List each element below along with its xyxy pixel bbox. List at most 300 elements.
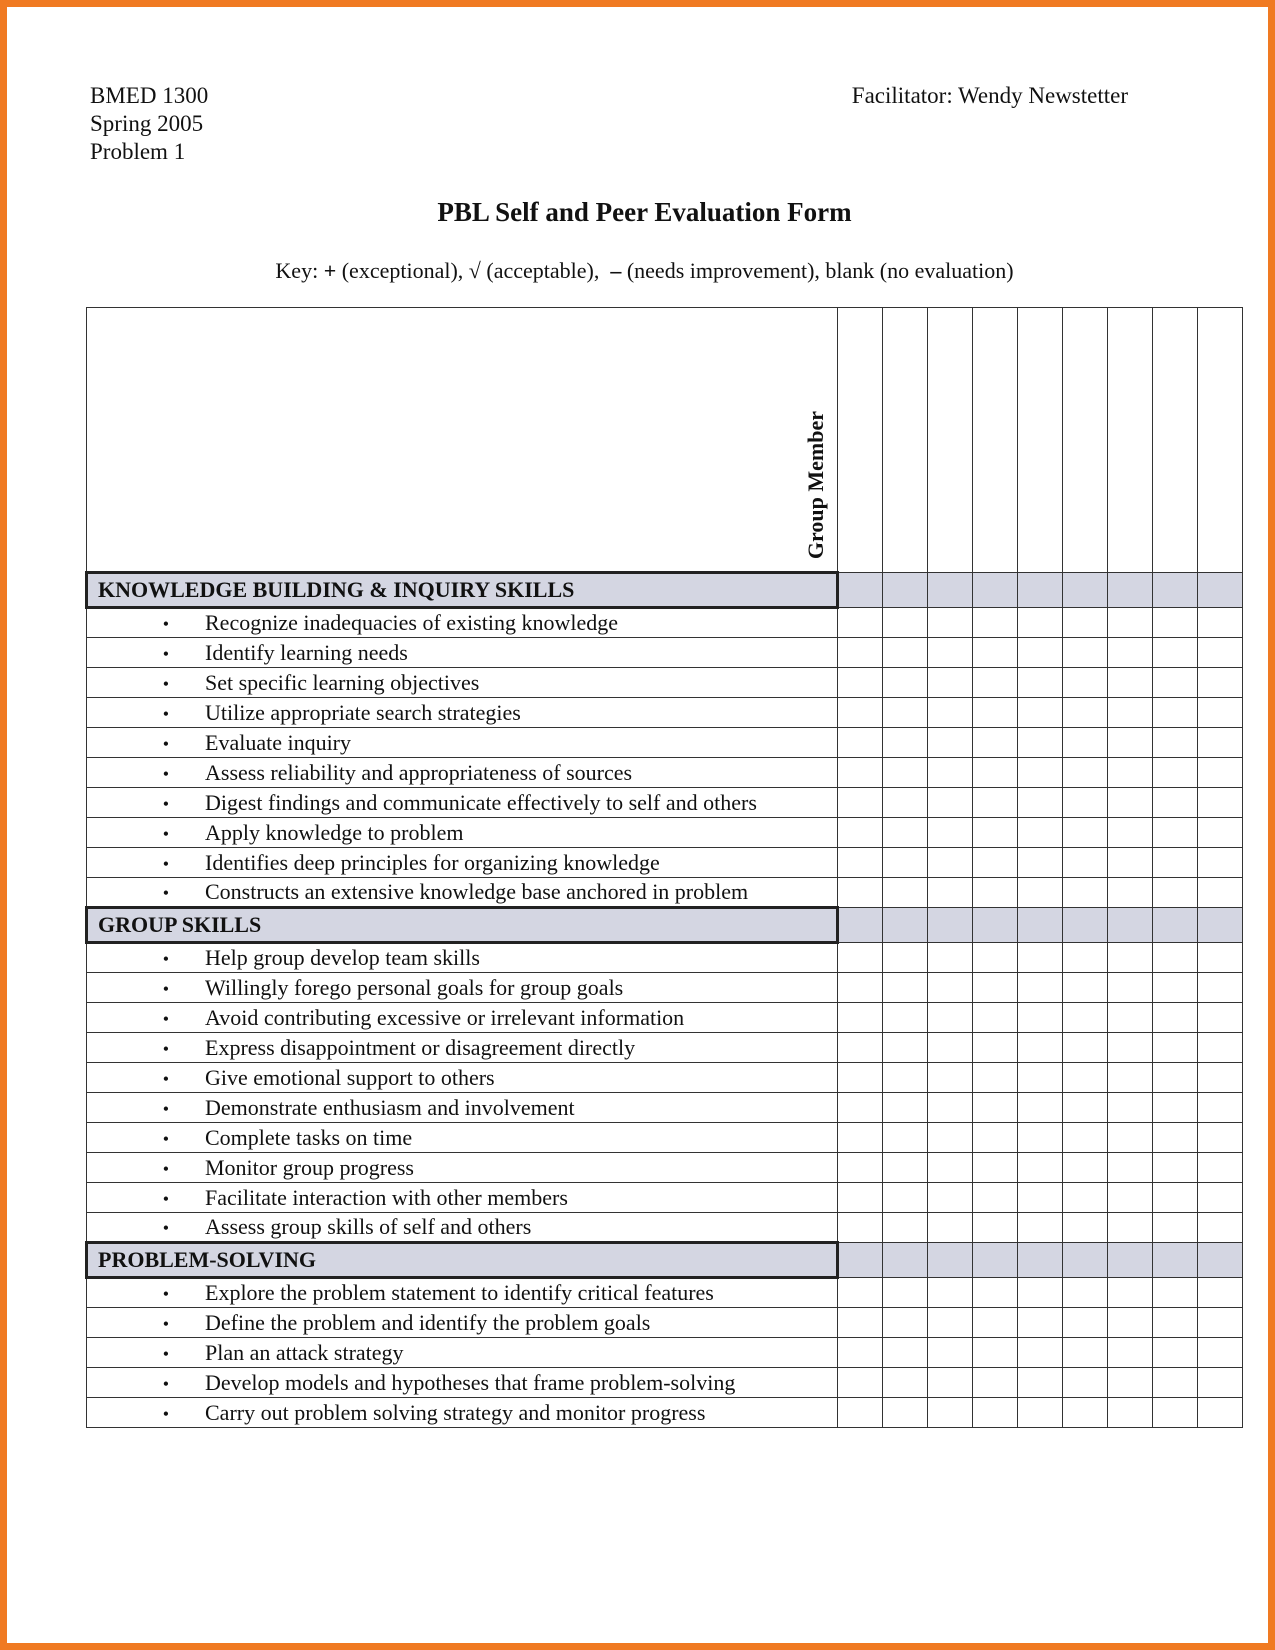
member-name-cell[interactable] <box>1018 308 1063 573</box>
rating-cell[interactable] <box>1063 1213 1108 1243</box>
key-minus-desc: (needs improvement), <box>626 258 820 283</box>
rating-cell[interactable] <box>1153 1003 1198 1033</box>
table-row <box>87 1063 1243 1093</box>
rating-cell[interactable] <box>1153 668 1198 698</box>
rating-cell[interactable] <box>928 1033 973 1063</box>
rating-cell[interactable] <box>883 1368 928 1398</box>
key-minus-symbol: – <box>610 258 622 283</box>
rating-cell[interactable] <box>838 1033 883 1063</box>
course-code: BMED 1300 <box>90 83 209 108</box>
criterion-cell <box>87 1213 838 1243</box>
rating-cell[interactable] <box>1153 728 1198 758</box>
rating-cell[interactable] <box>1063 608 1108 638</box>
rating-cell[interactable] <box>838 638 883 668</box>
rating-cell[interactable] <box>928 668 973 698</box>
section-row <box>87 1243 1243 1278</box>
rating-cell[interactable] <box>928 818 973 848</box>
rating-cell[interactable] <box>1108 758 1153 788</box>
rating-cell[interactable] <box>928 728 973 758</box>
rating-cell[interactable] <box>1018 788 1063 818</box>
rating-cell[interactable] <box>1018 668 1063 698</box>
rating-cell[interactable] <box>883 668 928 698</box>
rating-cell[interactable] <box>1198 1093 1243 1123</box>
group-member-header: Group Member <box>803 410 828 559</box>
rating-cell[interactable] <box>1153 1398 1198 1428</box>
rating-cell[interactable] <box>1198 1398 1243 1428</box>
rating-cell[interactable] <box>883 788 928 818</box>
rating-cell[interactable] <box>1198 1308 1243 1338</box>
rating-cell[interactable] <box>973 1308 1018 1338</box>
rating-cell[interactable] <box>1198 1278 1243 1308</box>
section-shaded-cell <box>973 1243 1018 1278</box>
rating-cell[interactable] <box>973 943 1018 973</box>
rating-cell[interactable] <box>1018 943 1063 973</box>
rating-cell[interactable] <box>883 1213 928 1243</box>
rating-cell[interactable] <box>1063 758 1108 788</box>
criterion-cell <box>87 1183 838 1213</box>
rating-cell[interactable] <box>973 1093 1018 1123</box>
rating-cell[interactable] <box>1063 1033 1108 1063</box>
rating-cell[interactable] <box>1018 1153 1063 1183</box>
criterion-text: Complete tasks on time <box>205 1124 413 1150</box>
bullet-icon: • <box>162 673 169 694</box>
table-row <box>87 1003 1243 1033</box>
rating-cell[interactable] <box>1198 728 1243 758</box>
criterion-text: Facilitate interaction with other members <box>205 1184 568 1210</box>
rating-cell[interactable] <box>1153 788 1198 818</box>
rating-cell[interactable] <box>838 668 883 698</box>
bullet-icon: • <box>162 1068 169 1089</box>
rating-cell[interactable] <box>1108 1153 1153 1183</box>
rating-cell[interactable] <box>1108 848 1153 878</box>
criterion-cell <box>87 818 838 848</box>
bullet-icon: • <box>162 703 169 724</box>
rating-cell[interactable] <box>883 1183 928 1213</box>
rating-cell[interactable] <box>1153 1063 1198 1093</box>
rating-cell[interactable] <box>1153 818 1198 848</box>
rating-cell[interactable] <box>1063 1368 1108 1398</box>
rating-cell[interactable] <box>928 638 973 668</box>
header-label-cell <box>87 308 838 573</box>
rating-cell[interactable] <box>1018 608 1063 638</box>
rating-cell[interactable] <box>883 1003 928 1033</box>
rating-cell[interactable] <box>838 698 883 728</box>
rating-cell[interactable] <box>973 848 1018 878</box>
rating-cell[interactable] <box>1018 1368 1063 1398</box>
criterion-text: Recognize inadequacies of existing knowledge <box>205 610 618 635</box>
rating-cell[interactable] <box>1198 943 1243 973</box>
rating-cell[interactable] <box>928 788 973 818</box>
rating-cell[interactable] <box>973 973 1018 1003</box>
rating-cell[interactable] <box>928 758 973 788</box>
rating-cell[interactable] <box>838 1183 883 1213</box>
bullet-icon: • <box>162 1284 169 1304</box>
table-row <box>87 1278 1243 1308</box>
rating-cell[interactable] <box>973 1213 1018 1243</box>
rating-cell[interactable] <box>1063 1063 1108 1093</box>
rating-cell[interactable] <box>1018 1183 1063 1213</box>
bullet-icon: • <box>162 1218 169 1238</box>
rating-cell[interactable] <box>838 1398 883 1428</box>
rating-cell[interactable] <box>1018 1398 1063 1428</box>
table-row <box>87 878 1243 908</box>
rating-cell[interactable] <box>1153 1338 1198 1368</box>
section-shaded-cell <box>1018 1243 1063 1278</box>
rating-cell[interactable] <box>838 1278 883 1308</box>
rating-cell[interactable] <box>1018 1063 1063 1093</box>
rating-cell[interactable] <box>1063 1308 1108 1338</box>
bullet-icon: • <box>162 853 169 874</box>
section-shaded-cell <box>1018 573 1063 608</box>
rating-cell[interactable] <box>973 788 1018 818</box>
rating-cell[interactable] <box>1153 1183 1198 1213</box>
rating-cell[interactable] <box>973 758 1018 788</box>
rating-cell[interactable] <box>1018 728 1063 758</box>
rating-cell[interactable] <box>1153 973 1198 1003</box>
rating-cell[interactable] <box>1063 1153 1108 1183</box>
criterion-text: Utilize appropriate search strategies <box>205 699 521 725</box>
rating-cell[interactable] <box>928 1093 973 1123</box>
rating-cell[interactable] <box>928 1368 973 1398</box>
rating-cell[interactable] <box>1108 638 1153 668</box>
section-shaded-cell <box>973 908 1018 943</box>
criterion-text: Plan an attack strategy <box>205 1339 404 1365</box>
rating-cell[interactable] <box>1198 1213 1243 1243</box>
rating-cell[interactable] <box>1018 973 1063 1003</box>
rating-cell[interactable] <box>838 1093 883 1123</box>
rating-cell[interactable] <box>1063 1338 1108 1368</box>
criterion-text: Monitor group progress <box>205 1154 414 1180</box>
rating-cell[interactable] <box>1153 878 1198 908</box>
rating-cell[interactable] <box>1198 698 1243 728</box>
rating-cell[interactable] <box>1063 638 1108 668</box>
rating-cell[interactable] <box>928 1183 973 1213</box>
rating-cell[interactable] <box>883 698 928 728</box>
rating-cell[interactable] <box>1063 788 1108 818</box>
rating-cell[interactable] <box>838 878 883 908</box>
rating-cell[interactable] <box>1108 943 1153 973</box>
rating-cell[interactable] <box>973 728 1018 758</box>
rating-cell[interactable] <box>838 1153 883 1183</box>
rating-cell[interactable] <box>1018 698 1063 728</box>
rating-cell[interactable] <box>1153 1153 1198 1183</box>
criterion-cell <box>87 668 838 698</box>
rating-cell[interactable] <box>973 1338 1018 1368</box>
rating-cell[interactable] <box>1018 638 1063 668</box>
section-shaded-cell <box>883 908 928 943</box>
rating-cell[interactable] <box>973 1398 1018 1428</box>
rating-cell[interactable] <box>883 878 928 908</box>
rating-cell[interactable] <box>1108 608 1153 638</box>
rating-cell[interactable] <box>1198 788 1243 818</box>
rating-cell[interactable] <box>973 1278 1018 1308</box>
rating-cell[interactable] <box>1198 638 1243 668</box>
table-row <box>87 1183 1243 1213</box>
rating-cell[interactable] <box>838 1213 883 1243</box>
rating-cell[interactable] <box>1108 1123 1153 1153</box>
rating-cell[interactable] <box>838 1338 883 1368</box>
rating-cell[interactable] <box>883 1093 928 1123</box>
rating-cell[interactable] <box>1198 1153 1243 1183</box>
rating-cell[interactable] <box>1198 668 1243 698</box>
rating-cell[interactable] <box>838 758 883 788</box>
rating-cell[interactable] <box>928 1398 973 1428</box>
criterion-text: Identify learning needs <box>205 639 408 665</box>
rating-cell[interactable] <box>1108 1183 1153 1213</box>
rating-cell[interactable] <box>1153 698 1198 728</box>
criterion-text: Avoid contributing excessive or irrelevant information <box>205 1004 685 1030</box>
rating-cell[interactable] <box>883 973 928 1003</box>
rating-cell[interactable] <box>1153 1213 1198 1243</box>
rating-cell[interactable] <box>1153 1093 1198 1123</box>
rating-cell[interactable] <box>1063 1123 1108 1153</box>
rating-cell[interactable] <box>838 848 883 878</box>
rating-cell[interactable] <box>883 848 928 878</box>
rating-cell[interactable] <box>928 878 973 908</box>
rating-cell[interactable] <box>883 818 928 848</box>
rating-cell[interactable] <box>883 1308 928 1338</box>
rating-cell[interactable] <box>973 1063 1018 1093</box>
section-title: GROUP SKILLS <box>87 908 838 943</box>
section-shaded-cell <box>1198 1243 1243 1278</box>
rating-cell[interactable] <box>928 943 973 973</box>
rating-cell[interactable] <box>1153 638 1198 668</box>
rating-cell[interactable] <box>1153 1033 1198 1063</box>
criterion-cell <box>87 1063 838 1093</box>
rating-cell[interactable] <box>883 1153 928 1183</box>
rating-cell[interactable] <box>1108 1398 1153 1428</box>
member-name-cell[interactable] <box>928 308 973 573</box>
rating-cell[interactable] <box>973 1033 1018 1063</box>
rating-cell[interactable] <box>1153 1278 1198 1308</box>
rating-cell[interactable] <box>883 608 928 638</box>
rating-cell[interactable] <box>883 638 928 668</box>
rating-cell[interactable] <box>838 728 883 758</box>
rating-cell[interactable] <box>1018 1123 1063 1153</box>
rating-cell[interactable] <box>928 698 973 728</box>
rating-cell[interactable] <box>973 698 1018 728</box>
rating-cell[interactable] <box>1063 943 1108 973</box>
rating-cell[interactable] <box>1063 1398 1108 1428</box>
criterion-cell <box>87 1278 838 1308</box>
criterion-text: Give emotional support to others <box>205 1064 495 1090</box>
rating-cell[interactable] <box>1153 848 1198 878</box>
rating-cell[interactable] <box>1063 818 1108 848</box>
rating-cell[interactable] <box>928 1123 973 1153</box>
rating-cell[interactable] <box>1198 608 1243 638</box>
rating-cell[interactable] <box>1063 728 1108 758</box>
rating-cell[interactable] <box>1018 1308 1063 1338</box>
table-row <box>87 608 1243 638</box>
bullet-icon: • <box>162 733 169 754</box>
member-name-cell[interactable] <box>883 308 928 573</box>
rating-cell[interactable] <box>1198 758 1243 788</box>
section-row <box>87 908 1243 943</box>
rating-cell[interactable] <box>1108 1338 1153 1368</box>
bullet-icon: • <box>162 1128 169 1149</box>
rating-cell[interactable] <box>1108 698 1153 728</box>
rating-cell[interactable] <box>928 1338 973 1368</box>
rating-cell[interactable] <box>1198 1033 1243 1063</box>
rating-cell[interactable] <box>883 728 928 758</box>
rating-cell[interactable] <box>883 1033 928 1063</box>
rating-cell[interactable] <box>928 1278 973 1308</box>
rating-cell[interactable] <box>1108 1278 1153 1308</box>
rating-cell[interactable] <box>1018 818 1063 848</box>
rating-cell[interactable] <box>1018 848 1063 878</box>
rating-cell[interactable] <box>928 1003 973 1033</box>
rating-cell[interactable] <box>1153 1123 1198 1153</box>
section-shaded-cell <box>1108 1243 1153 1278</box>
rating-cell[interactable] <box>883 1338 928 1368</box>
member-name-cell[interactable] <box>1198 308 1243 573</box>
rating-cell[interactable] <box>1198 973 1243 1003</box>
rating-cell[interactable] <box>1108 1063 1153 1093</box>
key-blank-desc: blank (no evaluation) <box>825 258 1014 283</box>
rating-cell[interactable] <box>1153 1308 1198 1338</box>
member-name-cell[interactable] <box>1108 308 1153 573</box>
bullet-icon: • <box>162 823 169 844</box>
rating-cell[interactable] <box>838 973 883 1003</box>
criterion-text: Evaluate inquiry <box>205 729 352 755</box>
rating-cell[interactable] <box>1018 1033 1063 1063</box>
rating-cell[interactable] <box>1108 1003 1153 1033</box>
rating-cell[interactable] <box>883 943 928 973</box>
rating-cell[interactable] <box>1108 1308 1153 1338</box>
rating-cell[interactable] <box>838 788 883 818</box>
rating-cell[interactable] <box>1198 1368 1243 1398</box>
rating-cell[interactable] <box>1063 1093 1108 1123</box>
criterion-cell <box>87 788 838 818</box>
rating-cell[interactable] <box>973 608 1018 638</box>
member-name-cell[interactable] <box>838 308 883 573</box>
rating-cell[interactable] <box>928 608 973 638</box>
rating-cell[interactable] <box>1108 1368 1153 1398</box>
rating-cell[interactable] <box>1018 1213 1063 1243</box>
rating-cell[interactable] <box>1198 1003 1243 1033</box>
rating-cell[interactable] <box>1063 1278 1108 1308</box>
rating-cell[interactable] <box>1198 878 1243 908</box>
rating-cell[interactable] <box>1198 1183 1243 1213</box>
member-name-cell[interactable] <box>1063 308 1108 573</box>
rating-cell[interactable] <box>973 818 1018 848</box>
rating-cell[interactable] <box>1108 1213 1153 1243</box>
rating-cell[interactable] <box>883 1063 928 1093</box>
rating-cell[interactable] <box>1108 668 1153 698</box>
rating-cell[interactable] <box>838 1368 883 1398</box>
rating-cell[interactable] <box>928 973 973 1003</box>
rating-cell[interactable] <box>1198 1338 1243 1368</box>
rating-cell[interactable] <box>838 818 883 848</box>
rating-cell[interactable] <box>973 638 1018 668</box>
rating-cell[interactable] <box>1108 1093 1153 1123</box>
rating-cell[interactable] <box>883 758 928 788</box>
rating-cell[interactable] <box>973 1368 1018 1398</box>
rating-cell[interactable] <box>973 1123 1018 1153</box>
rating-cell[interactable] <box>1063 698 1108 728</box>
section-shaded-cell <box>883 573 928 608</box>
criterion-text: Carry out problem solving strategy and monitor progress <box>205 1399 706 1425</box>
section-shaded-cell <box>1063 573 1108 608</box>
rating-cell[interactable] <box>928 1063 973 1093</box>
criterion-cell <box>87 1153 838 1183</box>
rating-cell[interactable] <box>1108 818 1153 848</box>
rating-cell[interactable] <box>1063 848 1108 878</box>
rating-cell[interactable] <box>1198 848 1243 878</box>
table-row <box>87 728 1243 758</box>
rating-cell[interactable] <box>973 878 1018 908</box>
rating-cell[interactable] <box>1018 1338 1063 1368</box>
section-shaded-cell <box>838 908 883 943</box>
rating-cell[interactable] <box>1018 758 1063 788</box>
rating-cell[interactable] <box>973 1183 1018 1213</box>
criterion-text: Demonstrate enthusiasm and involvement <box>205 1094 575 1120</box>
rating-cell[interactable] <box>883 1123 928 1153</box>
section-shaded-cell <box>838 1243 883 1278</box>
rating-cell[interactable] <box>1063 973 1108 1003</box>
bullet-icon: • <box>162 643 169 664</box>
rating-cell[interactable] <box>1063 668 1108 698</box>
rating-cell[interactable] <box>1108 878 1153 908</box>
table-row <box>87 698 1243 728</box>
rating-cell[interactable] <box>1063 1003 1108 1033</box>
rating-cell[interactable] <box>973 1153 1018 1183</box>
rating-cell[interactable] <box>1153 943 1198 973</box>
bullet-icon: • <box>162 1313 169 1334</box>
rating-cell[interactable] <box>1153 1368 1198 1398</box>
rating-cell[interactable] <box>1018 878 1063 908</box>
rating-cell[interactable] <box>838 1308 883 1338</box>
rating-cell[interactable] <box>1018 1093 1063 1123</box>
rating-cell[interactable] <box>1063 1183 1108 1213</box>
rating-cell[interactable] <box>1108 788 1153 818</box>
rating-cell[interactable] <box>1198 1063 1243 1093</box>
criterion-text: Assess reliability and appropriateness of sources <box>205 759 633 785</box>
rating-cell[interactable] <box>1153 608 1198 638</box>
rating-cell[interactable] <box>1108 973 1153 1003</box>
table-row <box>87 1093 1243 1123</box>
rating-cell[interactable] <box>1108 1033 1153 1063</box>
rating-cell[interactable] <box>973 1003 1018 1033</box>
rating-cell[interactable] <box>838 1063 883 1093</box>
rating-cell[interactable] <box>1153 758 1198 788</box>
rating-cell[interactable] <box>838 943 883 973</box>
rating-cell[interactable] <box>973 668 1018 698</box>
rating-cell[interactable] <box>883 1278 928 1308</box>
section-shaded-cell <box>928 1243 973 1278</box>
rating-cell[interactable] <box>1198 1123 1243 1153</box>
rating-cell[interactable] <box>1108 728 1153 758</box>
member-name-cell[interactable] <box>1153 308 1198 573</box>
rating-cell[interactable] <box>1018 1003 1063 1033</box>
criterion-text: Set specific learning objectives <box>205 669 480 695</box>
rating-cell[interactable] <box>838 1003 883 1033</box>
table-row <box>87 848 1243 878</box>
member-name-cell[interactable] <box>973 308 1018 573</box>
rating-cell[interactable] <box>1063 878 1108 908</box>
rating-cell[interactable] <box>928 1213 973 1243</box>
rating-cell[interactable] <box>1198 818 1243 848</box>
rating-cell[interactable] <box>1018 1278 1063 1308</box>
rating-cell[interactable] <box>928 848 973 878</box>
rating-cell[interactable] <box>838 1123 883 1153</box>
section-shaded-cell <box>1198 573 1243 608</box>
section-shaded-cell <box>1153 908 1198 943</box>
rating-cell[interactable] <box>928 1308 973 1338</box>
rating-cell[interactable] <box>928 1153 973 1183</box>
rating-cell[interactable] <box>838 608 883 638</box>
rating-cell[interactable] <box>883 1398 928 1428</box>
